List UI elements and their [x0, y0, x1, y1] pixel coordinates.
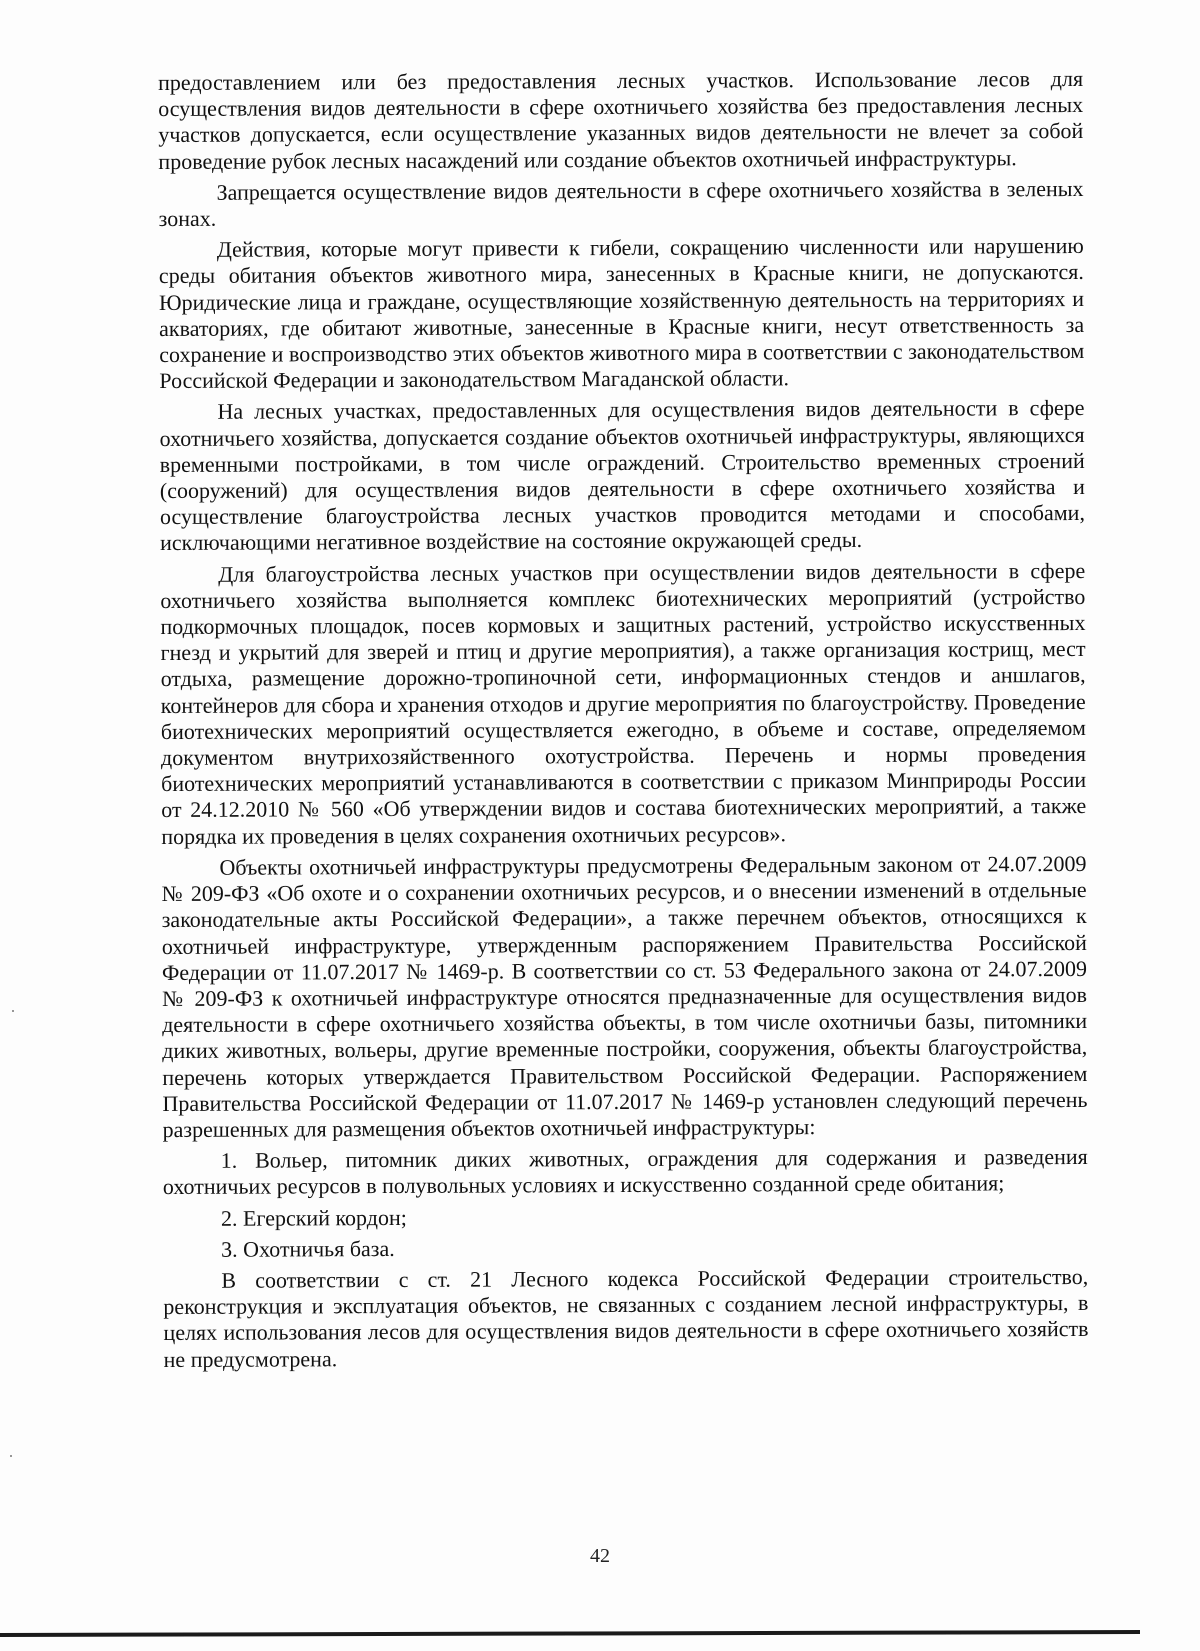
scan-speck [10, 1455, 12, 1457]
paragraph-continuation: предоставлением или без предоставления лесных участков. Использование лесов для осуществления видов деятельности в сфере охотничьего хозяйства без предоставления лесных участков допускается, если осуществление указанных видов деятельности не влечет за собой проведение рубок лесных насаждений или создание объектов охотничьей инфраструктуры. [158, 65, 1084, 174]
paragraph-biotechnical-measures: Для благоустройства лесных участков при осуществлении видов деятельности в сфере охотничьего хозяйства выполняется комплекс биотехнических мероприятий (устройство подкормочных площадок, посев кормовых и защитных растений, устройство искусственных гнезд и укрытий для зверей и птиц и другие мероприятия), а также организация кострищ, мест отдыха, размещение дорожно-тропиночной сети, информационных стендов и аншлагов, контейнеров для сбора и хранения отходов и другие мероприятия по благоустройству. Проведение биотехнических мероприятий осуществляется ежегодно, в объеме и составе, определяемом документом внутрихозяйственного охотустройства. Перечень и нормы проведения биотехнических мероприятий устанавливаются в соответствии с приказом Минприроды России от 24.12.2010 № 560 «Об утверждении видов и состава биотехнических мероприятий, а также порядка их проведения в целях сохранения охотничьих ресурсов». [160, 557, 1087, 849]
page-number: 42 [590, 1545, 610, 1567]
list-item-2: 2. Егерский кордон; [220, 1204, 407, 1231]
document-body [158, 66, 1089, 1378]
list-item-3: 3. Охотничья база. [221, 1235, 395, 1262]
paragraph-hunting-infrastructure: Объекты охотничьей инфраструктуры предусмотрены Федеральным законом от 24.07.2009 № 209-ФЗ «Об охоте и о сохранении охотничьих ресурсов, и о внесении изменений в отдельные законодательные акты Российской Федерации», а также перечнем объектов, относящихся к охотничьей инфраструктуре, утвержденным распоряжением Правительства Российской Федерации от 11.07.2017 № 1469-р. В соответствии со ст. 53 Федерального закона от 24.07.2009 № 209-ФЗ к охотничьей инфраструктуре относятся предназначенные для осуществления видов деятельности в сфере охотничьего хозяйства объекты, в том числе охотничьи базы, питомники диких животных, вольеры, другие временные постройки, сооружения, объекты благоустройства, перечень которых утверждается Правительством Российской Федерации. Распоряжением Правительства Российской Федерации от 11.07.2017 № 1469-р установлен следующий перечень разрешенных для размещения объектов охотничьей инфраструктуры: [161, 850, 1088, 1142]
list-item-1: 1. Вольер, питомник диких животных, ограждения для содержания и разведения охотничьих ресурсов в полувольных условиях и искусственно созданной среде обитания; [162, 1144, 1088, 1200]
scan-speck [12, 1010, 14, 1012]
paragraph-temporary-structures: На лесных участках, предоставленных для осуществления видов деятельности в сфере охотничьего хозяйства, допускается создание объектов охотничьей инфраструктуры, являющихся временными постройками, в том числе ограждений. Строительство временных строений (сооружений) для осуществления видов деятельности в сфере охотничьего хозяйства и осуществление благоустройства лесных участков проводится методами и способами, исключающими негативное воздействие на состояние окружающей среды. [159, 395, 1085, 556]
scan-edge-line [0, 1630, 1140, 1637]
paragraph-forest-code: В соответствии с ст. 21 Лесного кодекса Российской Федерации строительство, реконструкция и эксплуатация объектов, не связанных с созданием лесной инфраструктуры, в целях использования лесов для осуществления видов деятельности в сфере охотничьего хозяйств не предусмотрена. [163, 1263, 1089, 1372]
paragraph-green-zones: Запрещается осуществление видов деятельности в сфере охотничьего хозяйства в зеленых зонах. [158, 175, 1084, 232]
paragraph-red-book: Действия, которые могут привести к гибели, сокращению численности или нарушению среды обитания объектов животного мира, занесенных в Красные книги, не допускаются. Юридические лица и граждане, осуществляющие хозяйственную деятельность на территориях и акваториях, где обитают животные, занесенные в Красные книги, несут ответственность за сохранение и воспроизводство этих объектов животного мира в соответствии с законодательством Российской Федерации и законодательством Магаданской области. [158, 233, 1085, 394]
